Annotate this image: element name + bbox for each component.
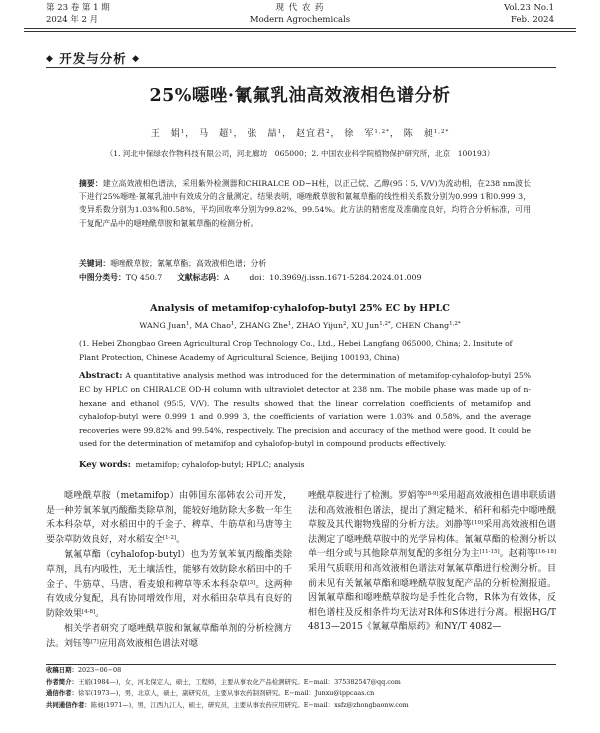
page-title-en: Analysis of metamifop·cyhalofop-butyl 25% EC by HPLC: [150, 303, 450, 314]
section-rule: [46, 67, 556, 68]
author-en: ZHAO Yijun$^2$: [296, 321, 347, 330]
body-column-right: [308, 489, 556, 636]
header-journal-en: Modern Agrochemicals: [249, 15, 351, 25]
diamond-icon: ◆: [132, 54, 141, 64]
abstract-en-label: Abstract:: [79, 371, 123, 381]
keywords-cn-label: 关键词：: [79, 259, 111, 268]
author-cn: 王 娟$^1$: [150, 129, 186, 139]
section-tag-label: 开发与分析: [59, 51, 127, 66]
header-volume-en: Vol.23 No.1: [504, 3, 554, 13]
abstract-cn: [79, 177, 531, 230]
author-cn: 张 喆$^1$: [247, 129, 283, 139]
header-rule-top: [24, 28, 576, 29]
section-tag: [46, 49, 140, 67]
body-paragraph: 噁唑酰草胺（metamifop）由韩国东部韩农公司开发，是一种芳氧苯氧丙酸酯类除草剂，能较好地防除大多数一年生禾本科杂草，对水稻田中的千金子、稗草、牛筋草和马唐等主要杂草防效良好，对水稻安全[1-2]。: [46, 491, 292, 545]
body-paragraph: 唑酰草胺进行了检测。罗娟等[8-9]采用超高效液相色谱串联质谱法和高效液相色谱法，提出了测定糙米、稻秆和稻壳中噁唑酰草胺及其代谢物残留的分析方法。刘静等[10]采用高效液相色谱法测定了噁唑酰草胺中的光学异构体。氰氟草酯的检测分析以单一组分或与其他除草剂复配的多组分为主[11-15]。赵莉等[16-18]采用气质联用和高效液相色谱法对氰氟草酯进行检测分析。目前未见有关氰氟草酯和噁唑酰草胺复配产品的分析检测报道。因氰氟草酯和噁唑酰草胺均是手性化合物，R体为有效体，反相色谱柱及反相条件均无法对R体和S体进行分离。根据HG/T 4813—2015《氰氟草酯原药》和NY/T 4082—: [308, 491, 556, 633]
classification-line: 中图分类号：TQ 450.7 文献标志码：A doi：10.3969/j.issn.1671-5284.2024.01.009: [79, 273, 422, 282]
affiliation-cn: （1. 河北中保绿农作物科技有限公司，河北廊坊 065000；2. 中国农业科学院植物保护研究所，北京 100193）: [105, 149, 495, 158]
keywords-cn: [79, 257, 531, 270]
body-paragraph: 氰氟草酯（cyhalofop-butyl）也为芳氧苯氧丙酸酯类除草剂，具有内吸性，无土壤活性，能够有效防除水稻田中的千金子、牛筋草、马唐、看麦娘和稗草等禾本科杂草[3]。这两种有效成分复配，具有协同增效作用，对水稻田杂草具有良好的防除效果[4-8]。: [46, 550, 292, 619]
keywords-cn-text: 噁唑酰草胺；氰氟草酯；高效液相色谱；分析: [110, 259, 267, 268]
affiliation-en: (1. Hebei Zhongbao Green Agricultural Crop Technology Co., Ltd., Hebei Langfang 065000, China; 2. Insitute of Plant Protection, Chinese Academy of Agricultural Science, Beijing 100193, China): [79, 339, 513, 362]
author-cn: 赵宜君$^2$: [295, 129, 331, 139]
header-rule-bottom: [24, 31, 576, 32]
doc-code: A: [223, 273, 230, 282]
diamond-icon: ◆: [46, 54, 54, 64]
abstract-cn-text: 建立高效液相色谱法，采用紫外检测器和CHIRALCE OD−H柱，以正己烷、乙醇(95∶5, V/V)为流动相，在238 nm波长下进行25%噁唑·氰氟乳油中有效成分的含量测定。结果表明，噁唑酰草胺和氰氟草酯的线性相关系数分别为0.999 1和0.999 3，变异系数分别为1.03%和0.58%，平均回收率分别为99.82%、99.54%。此方法的精密度及准确度良好，均符合分析标准，可用于复配产品中的噁唑酰草胺和氰氟草酯的检测分析。: [79, 179, 532, 228]
author-cn: 陈 昶$^{1,2*}$: [403, 129, 450, 139]
keywords-en-label: Key words:: [79, 460, 131, 470]
header-date: 2024 年 2 月: [46, 15, 99, 25]
body-column-left: [46, 489, 292, 653]
authors-en: WANG Juan$^1$, MA Chao$^1$, ZHANG Zhe$^1$, ZHAO Yijun$^2$, XU Jun$^{1,2*}$, CHEN Chang$^{1,2*}$: [139, 321, 461, 330]
doi-value: 10.3969/j.issn.1671-5284.2024.01.009: [269, 273, 422, 282]
footnote-author-bio: 作者简介：王娟(1984—)，女，河北保定人，硕士，工程师，主要从事农化产品检测研究。E−mail：375382547@qq.com: [46, 677, 401, 686]
abstract-en-text: A quantitative analysis method was introduced for the determination of metamifop·cyhalofop-butyl 25% EC by HPLC on CHIRALCE OD-H column with ultraviolet detector at 238 nm. The mobile phase was made up of n-hexane and ethanol (95∶5, V/V). The results showed that the linear correlation coefficients of metamifop and cyhalofop-butyl were 0.999 1 and 0.999 3, the coefficients of variation were 1.03% and 0.58%, and the average recoveries were 99.82% and 99.54%, respectively. The precision and accuracy of the method were good. It could be used for the determination of metamifop and cyhalofop-butyl in compound products effectively.: [79, 371, 531, 449]
page-title-cn: 25%噁唑·氰氟乳油高效液相色谱分析: [149, 86, 451, 106]
author-cn: 徐 军$^{1,2*}$: [344, 129, 390, 139]
author-en: ZHANG Zhe$^1$: [239, 321, 292, 330]
author-en: WANG Juan$^1$: [139, 321, 190, 330]
header-date-en: Feb. 2024: [511, 15, 554, 25]
keywords-en-text: metamifop; cyhalofop-butyl; HPLC; analysis: [135, 460, 305, 469]
header-volume: 第 23 卷 第 1 期: [46, 3, 110, 13]
keywords-en: [79, 460, 531, 470]
footnote-co-corresponding: 共同通信作者：陈昶(1971—)，男，江西九江人，硕士，研究员，主要从事农药应用研究。E−mail：xsfz@zhongbaonw.com: [46, 700, 409, 709]
author-en: CHEN Chang$^{1,2*}$: [395, 321, 461, 330]
author-en: XU Jun$^{1,2*}$: [351, 321, 391, 330]
author-en: MA Chao$^1$: [194, 321, 235, 330]
authors-cn: 王 娟$^1$， 马 超$^1$， 张 喆$^1$， 赵宜君$^2$， 徐 军$^{1,2*}$， 陈 昶$^{1,2*}$: [150, 129, 450, 139]
footnotes: [46, 665, 556, 711]
footnote-corresponding: 通信作者：徐军(1973—)，男，北京人，硕士，副研究员，主要从事农药制剂研究。E−mail：Junxu@ippcaas.cn: [46, 689, 375, 697]
header-journal-cn: 现 代 农 药: [275, 3, 325, 13]
author-cn: 马 超$^1$: [199, 129, 234, 139]
abstract-en: [79, 369, 531, 450]
body-paragraph: 相关学者研究了噁唑酰草胺和氰氟草酯单剂的分析检测方法。刘钰等[7]应用高效液相色谱法对噁: [46, 624, 292, 649]
abstract-cn-label: 摘要：: [79, 179, 103, 188]
footnote-received: 收稿日期：2023−06−08: [46, 666, 122, 674]
clc-number: TQ 450.7: [125, 273, 163, 282]
